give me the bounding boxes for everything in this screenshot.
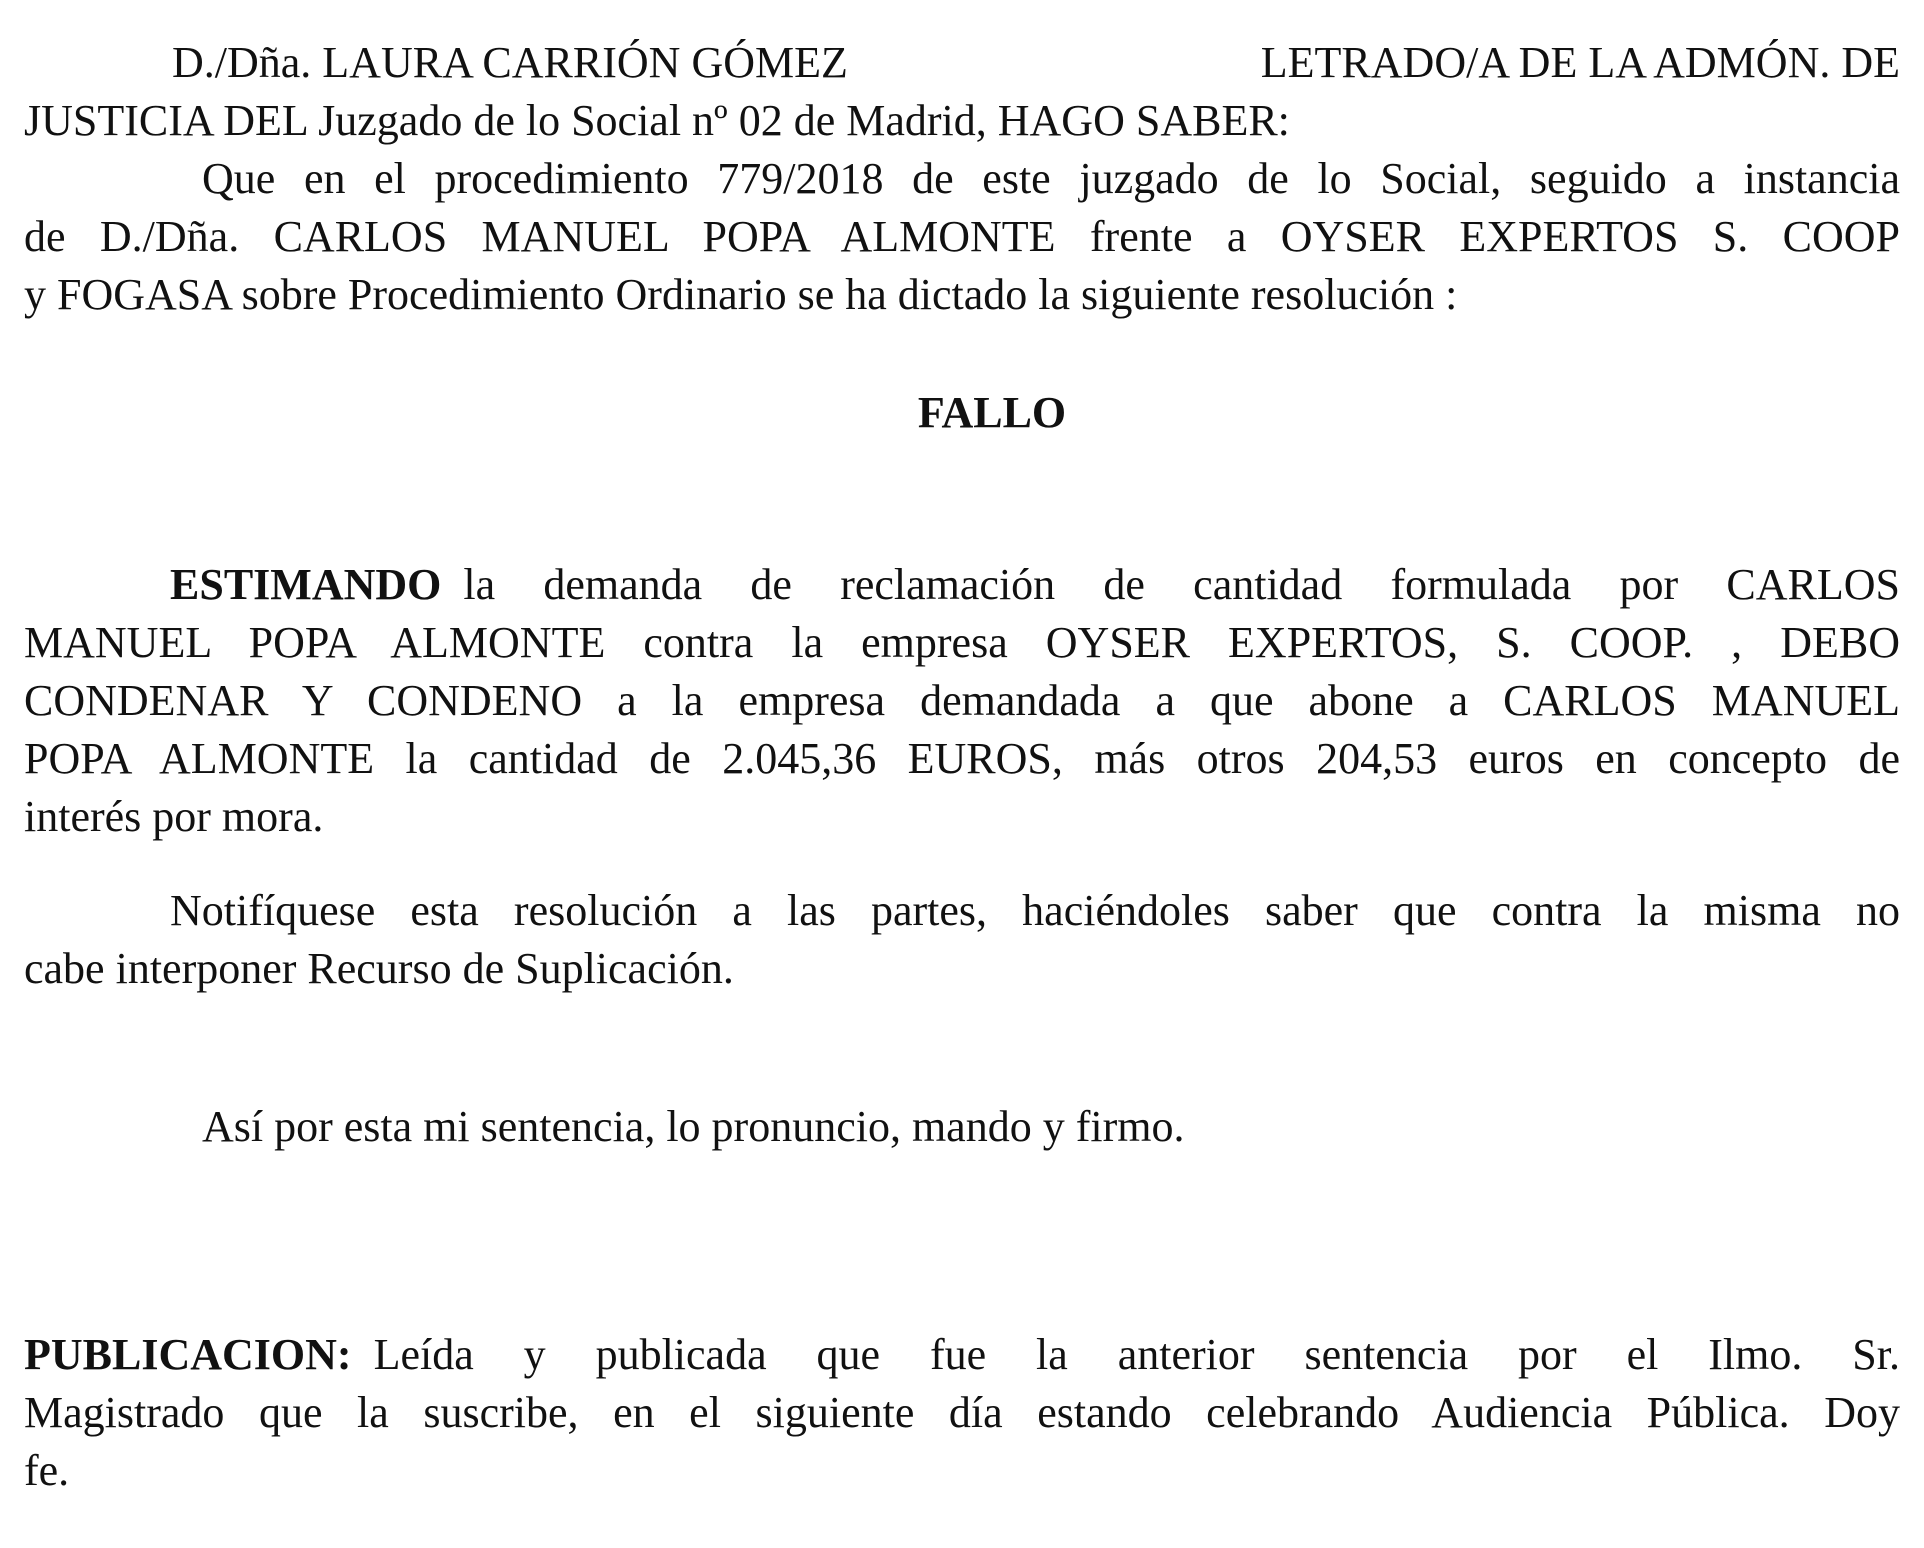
estimando-line-4: POPA ALMONTE la cantidad de 2.045,36 EUROS, más otros 204,53 euros en concepto de <box>24 734 1900 783</box>
closing-formula: Así por esta mi sentencia, lo pronuncio, mando y firmo. <box>202 1102 1185 1151</box>
publicacion-line-3: fe. <box>24 1446 70 1495</box>
header-line-2: JUSTICIA DEL Juzgado de lo Social nº 02 de Madrid, HAGO SABER: <box>24 96 1290 145</box>
intro-line-1: Que en el procedimiento 779/2018 de este juzgado de lo Social, seguido a instancia <box>202 154 1900 203</box>
intro-line-2: de D./Dña. CARLOS MANUEL POPA ALMONTE frente a OYSER EXPERTOS S. COOP <box>24 212 1900 261</box>
estimando-line-5: interés por mora. <box>24 792 324 841</box>
estimando-line-3: CONDENAR Y CONDENO a la empresa demandada a que abone a CARLOS MANUEL <box>24 676 1900 725</box>
letrado-title: LETRADO/A DE LA ADMÓN. DE <box>1260 38 1900 87</box>
publicacion-bold: PUBLICACION: <box>24 1330 352 1379</box>
estimando-bold: ESTIMANDO <box>170 560 442 609</box>
intro-line-3: y FOGASA sobre Procedimiento Ordinario se ha dictado la siguiente resolución : <box>24 270 1458 319</box>
letrado-name: D./Dña. LAURA CARRIÓN GÓMEZ <box>172 38 848 87</box>
fallo-heading: FALLO <box>917 388 1067 437</box>
notificacion-line-2: cabe interponer Recurso de Suplicación. <box>24 944 734 993</box>
document-page <box>24 34 1900 1500</box>
intro-paragraph <box>24 150 1900 324</box>
notificacion-line-1: Notifíquese esta resolución a las partes, haciéndoles saber que contra la misma no <box>170 886 1900 935</box>
estimando-line-1: ESTIMANDO la demanda de reclamación de cantidad formulada por CARLOS <box>24 556 1900 614</box>
publicacion-line-1: PUBLICACION: Leída y publicada que fue la anterior sentencia por el Ilmo. Sr. <box>24 1326 1900 1384</box>
header-block <box>24 34 1900 150</box>
estimando-line-2: MANUEL POPA ALMONTE contra la empresa OYSER EXPERTOS, S. COOP. , DEBO <box>24 618 1900 667</box>
publicacion-line-2: Magistrado que la suscribe, en el siguiente día estando celebrando Audiencia Pública. Doy <box>24 1388 1900 1437</box>
estimando-paragraph <box>24 556 1900 846</box>
notificacion-paragraph <box>24 882 1900 998</box>
header-line-1 <box>24 34 1900 92</box>
publicacion-paragraph <box>24 1326 1900 1500</box>
